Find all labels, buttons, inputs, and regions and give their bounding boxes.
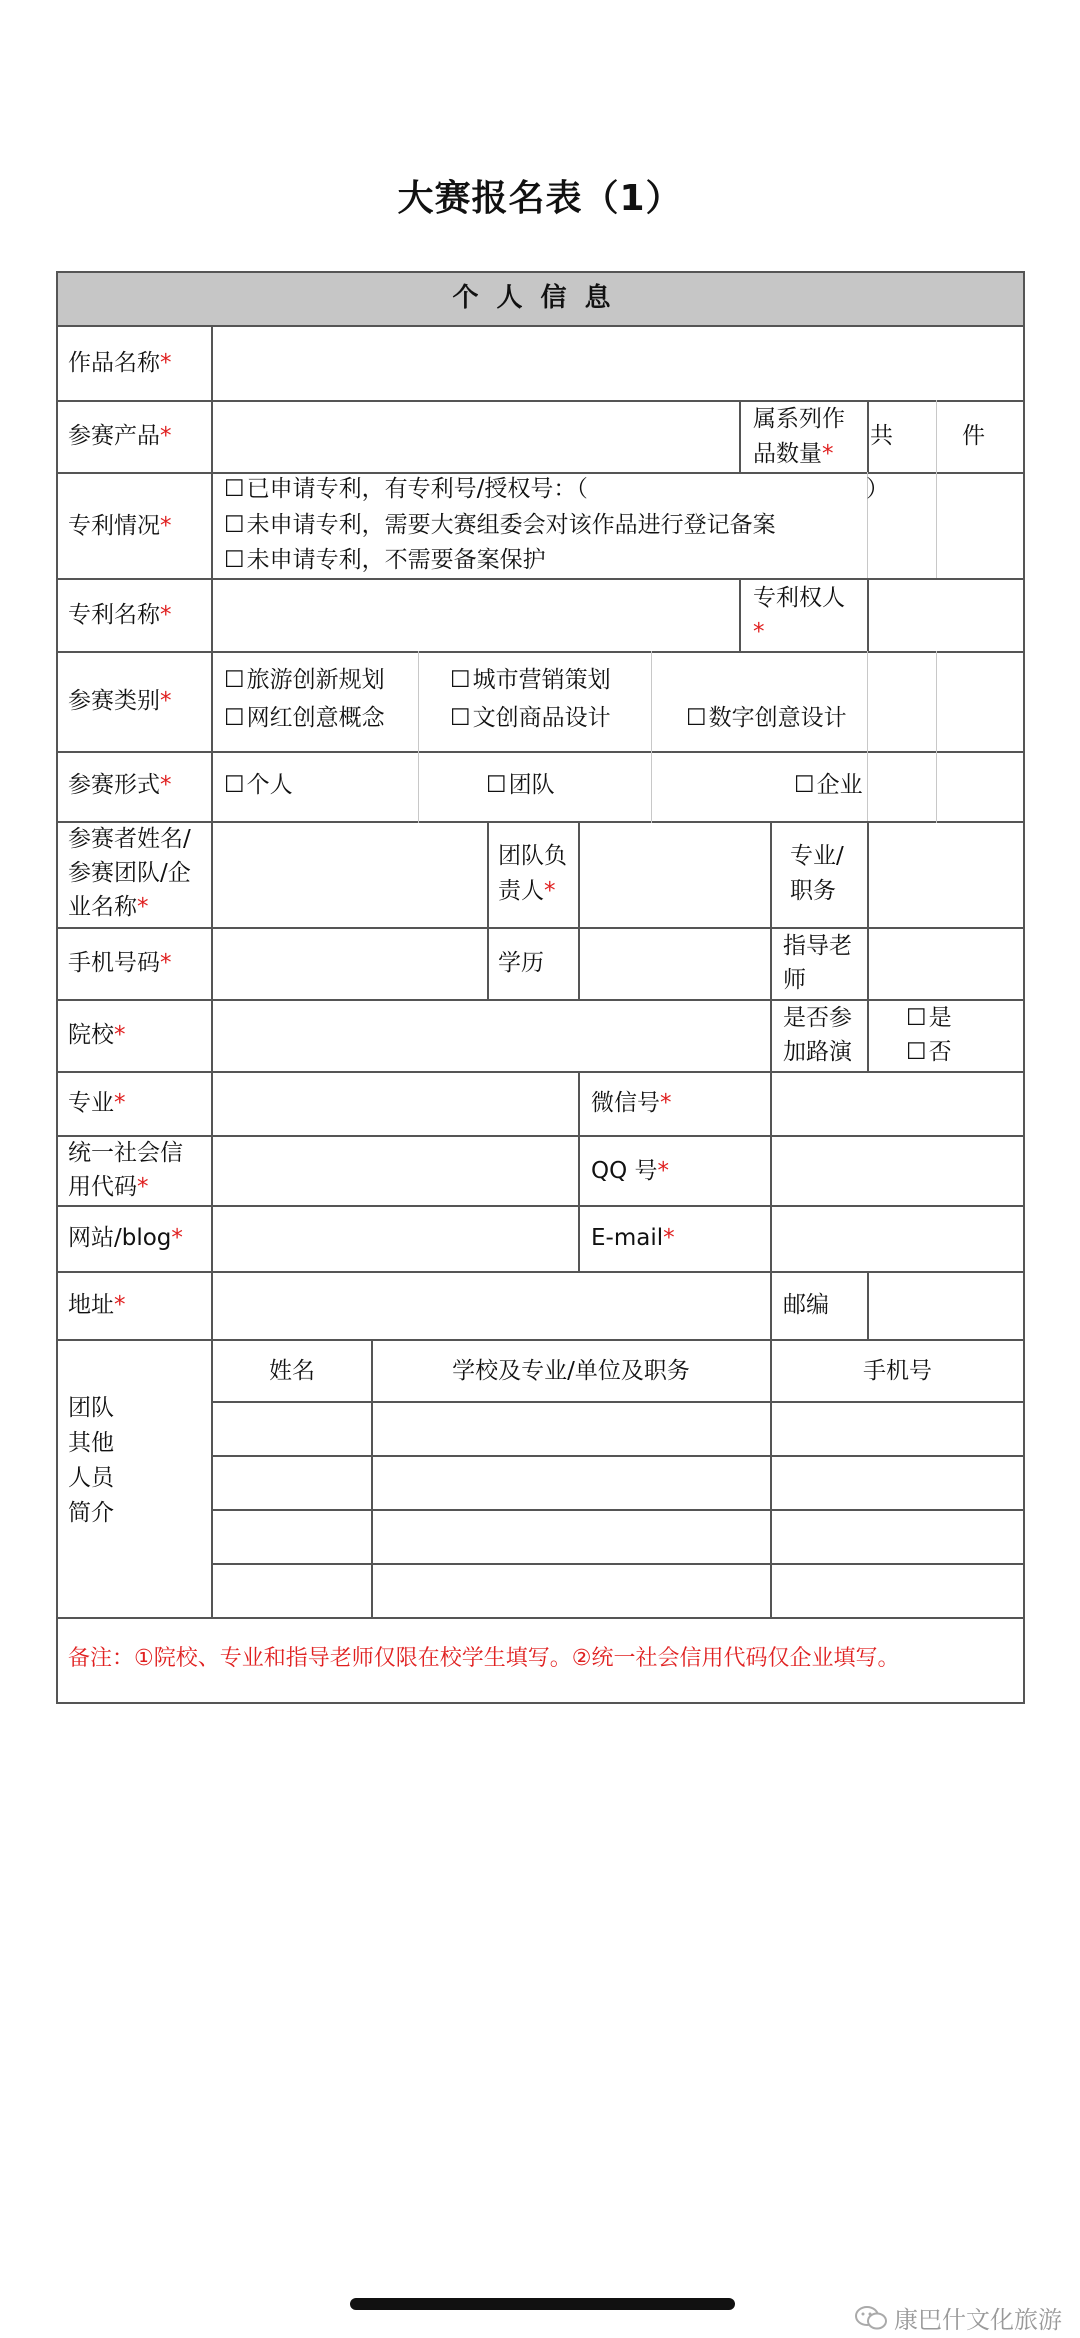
participant-label-line3: 业名称* bbox=[68, 894, 149, 920]
wechat-icon bbox=[854, 2304, 888, 2338]
qq-field[interactable] bbox=[773, 1137, 1022, 1205]
entry-form-option-company[interactable]: ☐企业 bbox=[794, 772, 863, 798]
series-count-label-line2: 品数量* bbox=[753, 441, 834, 467]
category-option-tourism-planning[interactable]: ☐旅游创新规划 bbox=[224, 667, 385, 693]
form-note: 备注：①院校、专业和指导老师仅限在校学生填写。②统一社会信用代码仅企业填写。 bbox=[68, 1646, 900, 1671]
team-row[interactable] bbox=[214, 1403, 1022, 1455]
team-leader-label-line1: 团队负 bbox=[498, 843, 567, 869]
major-title-label-line1: 专业/ bbox=[790, 843, 844, 869]
roadshow-option-no[interactable]: ☐否 bbox=[906, 1039, 952, 1065]
team-col-phone: 手机号 bbox=[863, 1358, 932, 1384]
credit-code-field[interactable] bbox=[214, 1137, 577, 1205]
category-option-digital-design[interactable]: ☐数字创意设计 bbox=[686, 705, 847, 731]
series-count-jian: 件 bbox=[962, 423, 985, 449]
major-title-field[interactable] bbox=[870, 823, 1022, 927]
postcode-field[interactable] bbox=[870, 1273, 1022, 1339]
series-count-gong: 共 bbox=[870, 423, 893, 449]
major-label: 专业* bbox=[68, 1090, 126, 1116]
roadshow-label-line1: 是否参 bbox=[783, 1005, 852, 1031]
roadshow-option-yes[interactable]: ☐是 bbox=[906, 1005, 952, 1031]
education-label: 学历 bbox=[498, 950, 544, 976]
website-label: 网站/blog* bbox=[68, 1225, 183, 1251]
postcode-label: 邮编 bbox=[783, 1292, 829, 1318]
phone-label: 手机号码* bbox=[68, 950, 172, 976]
wechat-label: 微信号* bbox=[591, 1090, 672, 1116]
website-field[interactable] bbox=[214, 1207, 577, 1271]
section-header-title: 个人信息 bbox=[452, 283, 629, 313]
patent-option-applied[interactable]: ☐已申请专利，有专利号/授权号：（ bbox=[224, 476, 588, 502]
category-option-influencer-concept[interactable]: ☐网红创意概念 bbox=[224, 705, 385, 731]
registration-form bbox=[56, 271, 1025, 1704]
team-col-school: 学校及专业/单位及职务 bbox=[452, 1358, 690, 1384]
form-title: 大赛报名表（1） bbox=[397, 178, 683, 219]
team-row[interactable] bbox=[214, 1565, 1022, 1617]
patent-holder-required: * bbox=[753, 619, 765, 645]
patent-name-label: 专利名称* bbox=[68, 602, 172, 628]
participant-label-line2: 参赛团队/企 bbox=[68, 860, 191, 886]
work-name-field[interactable] bbox=[214, 327, 1022, 399]
entry-form-option-individual[interactable]: ☐个人 bbox=[224, 772, 293, 798]
team-row[interactable] bbox=[214, 1457, 1022, 1509]
email-field[interactable] bbox=[773, 1207, 1022, 1271]
watermark bbox=[854, 2300, 1062, 2338]
roadshow-label-line2: 加路演 bbox=[783, 1039, 852, 1065]
watermark-text: 康巴什文化旅游 bbox=[894, 2306, 1062, 2334]
phone-field[interactable] bbox=[214, 929, 486, 999]
product-field[interactable] bbox=[214, 402, 738, 472]
major-title-label-line2: 职务 bbox=[790, 878, 836, 904]
entry-form-label: 参赛形式* bbox=[68, 772, 172, 798]
team-label-line3: 人员 bbox=[68, 1465, 114, 1491]
advisor-label-line1: 指导老 bbox=[783, 933, 852, 959]
major-field[interactable] bbox=[214, 1073, 577, 1135]
participant-label-line1: 参赛者姓名/ bbox=[68, 826, 191, 852]
work-name-label: 作品名称* bbox=[68, 350, 172, 376]
team-label-line2: 其他 bbox=[68, 1430, 114, 1456]
email-label: E-mail* bbox=[591, 1225, 675, 1251]
patent-holder-field[interactable] bbox=[870, 580, 1022, 651]
credit-code-label-line1: 统一社会信 bbox=[68, 1140, 183, 1166]
team-col-name: 姓名 bbox=[269, 1358, 315, 1384]
address-label: 地址* bbox=[68, 1292, 126, 1318]
qq-label: QQ 号* bbox=[591, 1158, 670, 1184]
entry-form-option-team[interactable]: ☐团队 bbox=[486, 772, 555, 798]
advisor-field[interactable] bbox=[870, 929, 1022, 999]
education-field[interactable] bbox=[581, 929, 769, 999]
team-label-line1: 团队 bbox=[68, 1395, 114, 1421]
patent-option-no-register[interactable]: ☐未申请专利，不需要备案保护 bbox=[224, 547, 546, 573]
patent-holder-label: 专利权人 bbox=[753, 585, 845, 611]
advisor-label-line2: 师 bbox=[783, 967, 806, 993]
participant-name-field[interactable] bbox=[214, 823, 486, 927]
home-indicator[interactable] bbox=[350, 2298, 735, 2310]
patent-option-applied-close: ） bbox=[866, 476, 889, 502]
team-row[interactable] bbox=[214, 1511, 1022, 1563]
team-leader-field[interactable] bbox=[581, 823, 769, 927]
category-label: 参赛类别* bbox=[68, 688, 172, 714]
patent-status-label: 专利情况* bbox=[68, 513, 172, 539]
patent-option-register[interactable]: ☐未申请专利，需要大赛组委会对该作品进行登记备案 bbox=[224, 512, 776, 538]
category-option-cultural-goods[interactable]: ☐文创商品设计 bbox=[450, 705, 611, 731]
team-leader-label-line2: 责人* bbox=[498, 878, 556, 904]
school-field[interactable] bbox=[214, 1001, 769, 1071]
product-label: 参赛产品* bbox=[68, 423, 172, 449]
patent-name-field[interactable] bbox=[214, 580, 738, 651]
school-label: 院校* bbox=[68, 1022, 126, 1048]
series-count-label-line1: 属系列作 bbox=[753, 406, 845, 432]
address-field[interactable] bbox=[214, 1273, 769, 1339]
credit-code-label-line2: 用代码* bbox=[68, 1174, 149, 1200]
category-option-city-marketing[interactable]: ☐城市营销策划 bbox=[450, 667, 611, 693]
team-label-line4: 简介 bbox=[68, 1500, 114, 1526]
wechat-field[interactable] bbox=[773, 1073, 1022, 1135]
